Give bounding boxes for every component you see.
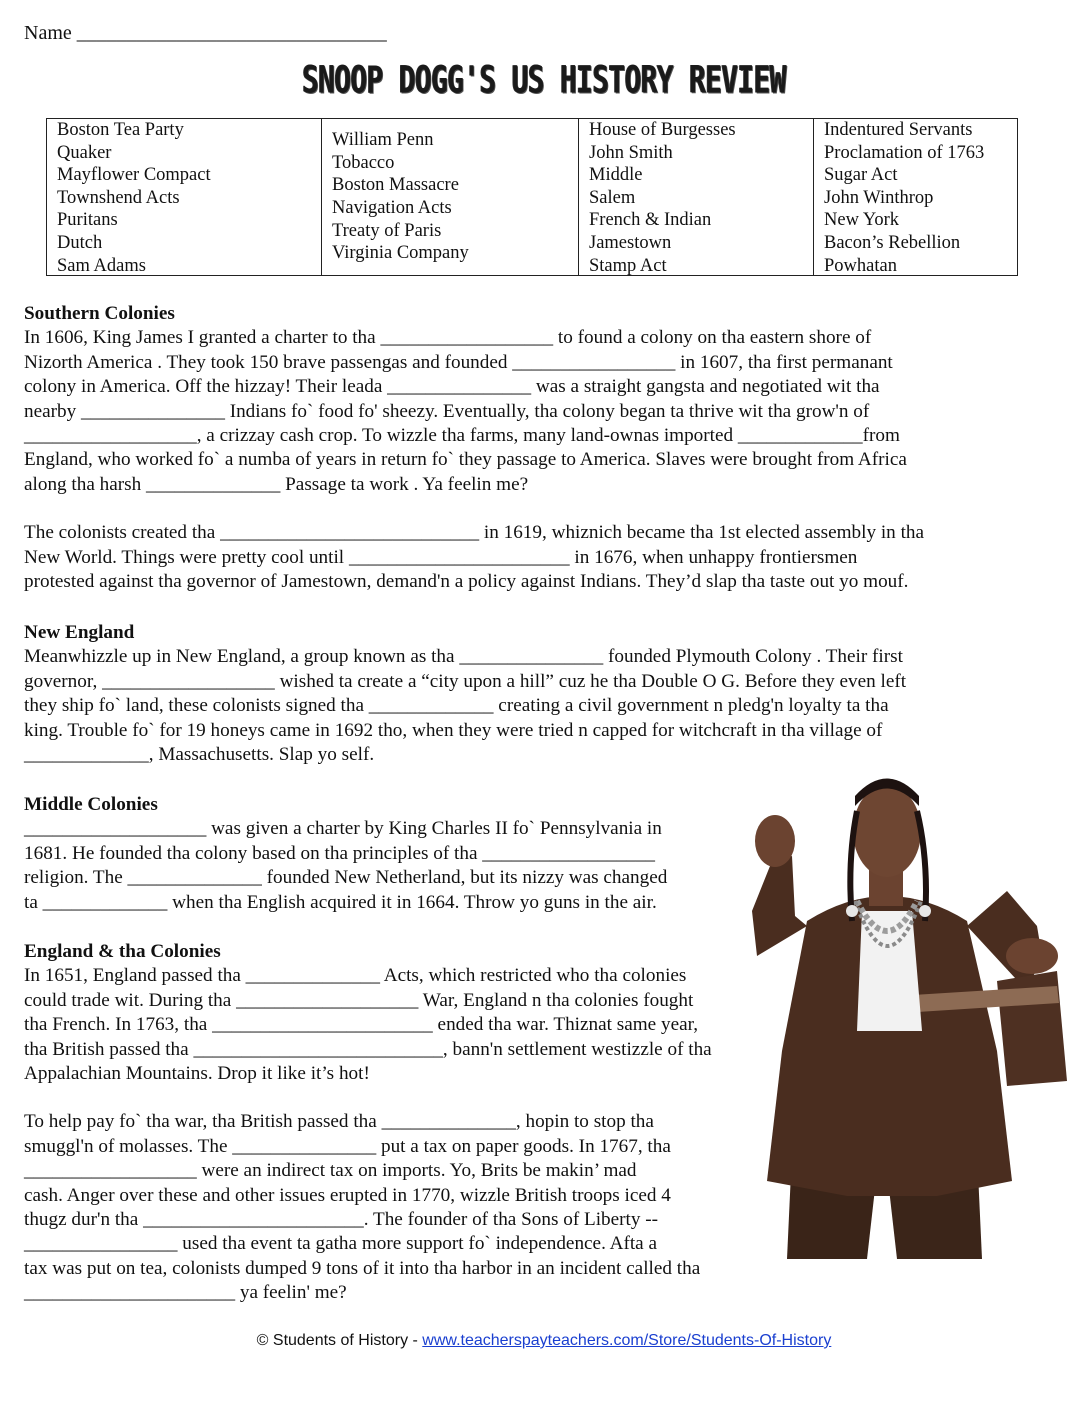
paragraph-line: they ship fo` land, these colonists signed tha _____________ creating a civil government n pledg'n loyalty ta tha	[24, 695, 889, 717]
paragraph-line: __________________, a crizzay cash crop. To wizzle tha farms, many land-ownas imported _____________from	[24, 425, 900, 447]
paragraph-line: cash. Anger over these and other issues erupted in 1770, wizzle British troops iced 4	[24, 1184, 671, 1206]
paragraph-line: In 1606, King James I granted a charter to tha __________________ to found a colony on tha eastern shore of	[24, 327, 872, 349]
word-bank-term: Jamestown	[589, 232, 672, 253]
word-bank-term: Virginia Company	[332, 243, 469, 264]
word-bank-term: Boston Massacre	[332, 175, 459, 196]
paragraph-line: _____________, Massachusetts. Slap yo self.	[24, 744, 375, 766]
paragraph-line: tax was put on tea, colonists dumped 9 tons of it into tha harbor in an incident called tha	[24, 1257, 701, 1279]
section-middle-colonies	[24, 793, 667, 915]
paragraph-line: 1681. He founded tha colony based on tha principles of tha __________________	[24, 842, 655, 864]
word-bank-term: Sam Adams	[57, 255, 146, 276]
word-bank	[46, 118, 1018, 276]
word-bank-term: John Smith	[589, 142, 673, 163]
paragraph-line: could trade wit. During tha ___________________ War, England n tha colonies fought	[24, 989, 694, 1011]
paragraph-line: Nizorth America . They took 150 brave passengas and founded _________________ in 1607, tha first permanant	[24, 351, 893, 373]
section-heading: Middle Colonies	[24, 794, 158, 815]
paragraph-line: governor, __________________ wished ta create a “city upon a hill” cuz he tha Double O G. Before they even left	[24, 670, 907, 692]
word-bank-term: French & Indian	[589, 210, 712, 231]
section-new-england	[24, 621, 906, 767]
word-bank-term: Quaker	[57, 142, 112, 163]
paragraph-line: ___________________ was given a charter by King Charles II fo` Pennsylvania in	[24, 818, 662, 840]
word-bank-term: Mayflower Compact	[57, 165, 211, 186]
footer	[0, 1332, 1088, 1350]
word-bank-term: Tobacco	[332, 152, 395, 173]
paragraph-line: In 1651, England passed tha ______________ Acts, which restricted who tha colonies	[24, 965, 687, 987]
word-bank-term: John Winthrop	[824, 187, 934, 208]
paragraph-line: colony in America. Off the hizzay! Their leada _______________ was a straight gangsta and negotiated wit tha	[24, 376, 880, 398]
section-heading: England & tha Colonies	[24, 941, 221, 962]
word-bank-term: Powhatan	[824, 255, 897, 276]
word-bank-term: Stamp Act	[589, 255, 667, 276]
paragraph-line: along tha harsh ______________ Passage ta work . Ya feelin me?	[24, 473, 529, 495]
word-bank-term: Sugar Act	[824, 165, 898, 186]
word-bank-term: Middle	[589, 165, 643, 186]
word-bank-column-1	[47, 119, 322, 275]
paragraph-line: smuggl'n of molasses. The _______________ put a tax on paper goods. In 1767, tha	[24, 1135, 671, 1157]
paragraph-line: Meanwhizzle up in New England, a group known as tha _______________ founded Plymouth Colony . Their first	[24, 646, 903, 668]
word-bank-term: Puritans	[57, 210, 118, 231]
paragraph-line: king. Trouble fo` for 19 honeys came in 1692 tho, when they were tried n capped for witchcraft in tha village of	[24, 719, 883, 741]
paragraph-line: nearby _______________ Indians fo` food fo' sheezy. Eventually, tha colony began ta thrive wit tha grow'n of	[24, 400, 870, 422]
paragraph-line: thugz dur'n tha _______________________. The founder of tha Sons of Liberty --	[24, 1209, 659, 1231]
section-heading: New England	[24, 622, 135, 643]
word-bank-term: Navigation Acts	[332, 198, 452, 218]
word-bank-term: William Penn	[332, 130, 434, 151]
section-england-colonies	[24, 940, 712, 1306]
paragraph-line: ______________________ ya feelin' me?	[24, 1282, 347, 1304]
word-bank-column-4	[814, 119, 1017, 275]
worksheet-title: SNOOP DOGG'S US HISTORY REVIEW	[302, 58, 786, 103]
word-bank-term: Indentured Servants	[824, 120, 973, 140]
paragraph-line: To help pay fo` tha war, tha British passed tha ______________, hopin to stop tha	[24, 1111, 654, 1133]
paragraph-line: The colonists created tha ___________________________ in 1619, whiznich became tha 1st elected assembly in tha	[24, 522, 925, 544]
word-bank-term: Proclamation of 1763	[824, 142, 985, 163]
name-field-label: Name _______________________________	[24, 22, 387, 44]
word-bank-term: Bacon’s Rebellion	[824, 232, 961, 253]
store-link[interactable]: www.teacherspayteachers.com/Store/Students-Of-History	[422, 1332, 832, 1349]
paragraph-line: __________________ were an indirect tax on imports. Yo, Brits be makin’ mad	[24, 1160, 637, 1182]
paragraph-line: religion. The ______________ founded New Netherland, but its nizzy was changed	[24, 867, 668, 889]
word-bank-term: Dutch	[57, 232, 103, 253]
copyright-text: © Students of History -	[256, 1332, 423, 1349]
paragraph-line: tha British passed tha __________________________, bann'n settlement westizzle of tha	[24, 1038, 712, 1060]
paragraph-line: tha French. In 1763, tha _______________________ ended tha war. Thiznat same year,	[24, 1014, 699, 1036]
word-bank-term: Townshend Acts	[57, 187, 180, 208]
word-bank-term: Salem	[589, 187, 636, 208]
word-bank-column-3	[579, 119, 814, 275]
section-heading: Southern Colonies	[24, 303, 175, 324]
word-bank-term: Treaty of Paris	[332, 220, 442, 241]
paragraph-line: ________________ used tha event ta gatha more support fo` independence. Afta a	[24, 1233, 658, 1255]
paragraph-line: protested against tha governor of Jamestown, demand'n a policy against Indians. They’d slap tha taste out yo mouf.	[24, 571, 909, 593]
paragraph-line: Appalachian Mountains. Drop it like it’s hot!	[24, 1063, 370, 1085]
paragraph-line: England, who worked fo` a numba of years in return fo` they passage to America. Slaves were brought from Africa	[24, 449, 907, 471]
word-bank-column-2	[322, 119, 579, 275]
word-bank-term: Boston Tea Party	[57, 120, 184, 140]
section-southern-colonies	[24, 302, 924, 594]
word-bank-term: New York	[824, 210, 900, 231]
snoop-dogg-photo	[697, 751, 1088, 1259]
word-bank-term: House of Burgesses	[589, 120, 736, 140]
paragraph-line: New World. Things were pretty cool until _______________________ in 1676, when unhappy frontiersmen	[24, 546, 858, 568]
paragraph-line: ta _____________ when tha English acquired it in 1664. Throw yo guns in the air.	[24, 891, 657, 913]
